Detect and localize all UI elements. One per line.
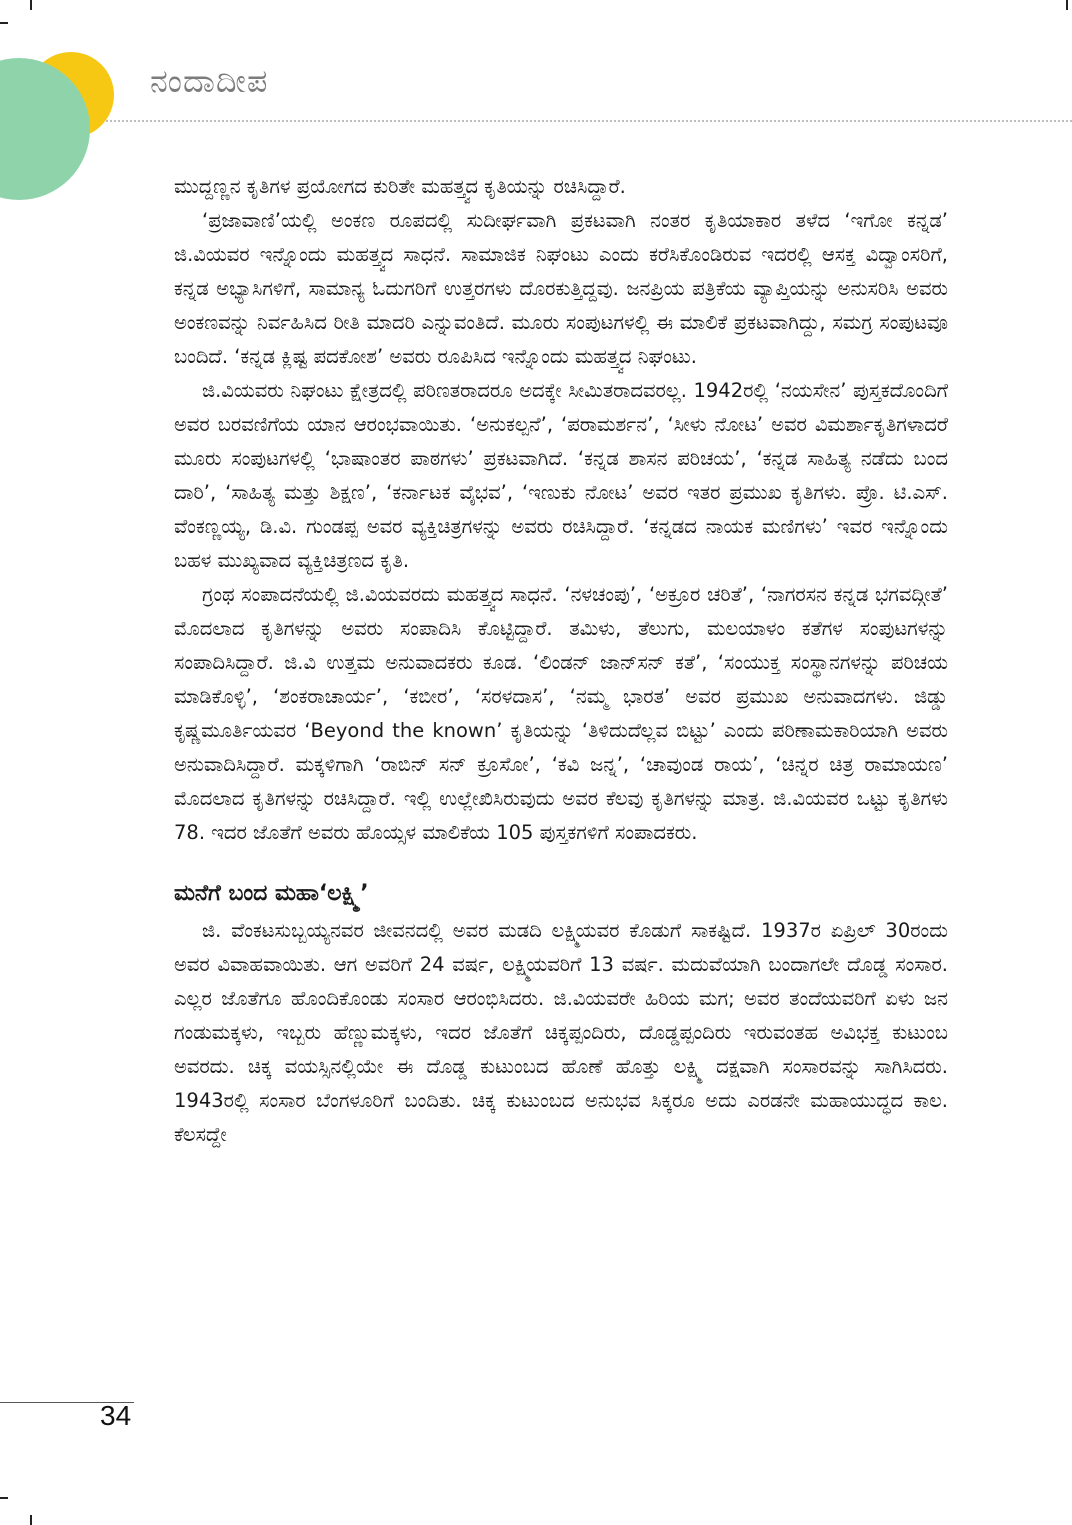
page-number: 34 (100, 1400, 132, 1431)
crop-mark-bottom-left (30, 1515, 32, 1525)
paragraph: ಜಿ.ವಿಯವರು ನಿಘಂಟು ಕ್ಷೇತ್ರದಲ್ಲಿ ಪರಿಣತರಾದರೂ ಅದಕ್ಕೇ ಸೀಮಿತರಾದವರಲ್ಲ. 1942ರಲ್ಲಿ ‘ನಯಸೇನ’ ಪುಸ್ತಕದೊಂದಿಗೆ ಅವರ ಬರವಣಿಗೆಯ ಯಾನ ಆರಂಭವಾಯಿತು. ‘ಅನುಕಲ್ಪನೆ’, ‘ಪರಾಮರ್ಶನ’, ‘ಸೀಳು ನೋಟ’ ಅವರ ವಿಮರ್ಶಾಕೃತಿಗಳಾದರೆ ಮೂರು ಸಂಪುಟಗಳಲ್ಲಿ ‘ಭಾಷಾಂತರ ಪಾಠಗಳು’ ಪ್ರಕಟವಾಗಿದೆ. ‘ಕನ್ನಡ ಶಾಸನ ಪರಿಚಯ’, ‘ಕನ್ನಡ ಸಾಹಿತ್ಯ ನಡೆದು ಬಂದ ದಾರಿ’, ‘ಸಾಹಿತ್ಯ ಮತ್ತು ಶಿಕ್ಷಣ’, ‘ಕರ್ನಾಟಕ ವೈಭವ’, ‘ಇಣುಕು ನೋಟ’ ಅವರ ಇತರ ಪ್ರಮುಖ ಕೃತಿಗಳು. ಪ್ರೊ. ಟಿ.ಎಸ್. ವೆಂಕಣ್ಣಯ್ಯ, ಡಿ.ವಿ. ಗುಂಡಪ್ಪ ಅವರ ವ್ಯಕ್ತಿಚಿತ್ರಗಳನ್ನು ಅವರು ರಚಿಸಿದ್ದಾರೆ. ‘ಕನ್ನಡದ ನಾಯಕ ಮಣಿಗಳು’ ಇವರ ಇನ್ನೊಂದು ಬಹಳ ಮುಖ್ಯವಾದ ವ್ಯಕ್ತಿಚಿತ್ರಣದ ಕೃತಿ. (174, 379, 948, 572)
section-heading: ಮನೆಗೆ ಬಂದ ಮಹಾ‘ಲಕ್ಷ್ಮಿ’ (174, 881, 369, 906)
paragraph: ಗ್ರಂಥ ಸಂಪಾದನೆಯಲ್ಲಿ ಜಿ.ವಿಯವರದು ಮಹತ್ತ್ವದ ಸಾಧನೆ. ‘ನಳಚಂಪು’, ‘ಅಕ್ರೂರ ಚರಿತೆ’, ‘ನಾಗರಸನ ಕನ್ನಡ ಭಗವದ್ಗೀತೆ’ ಮೊದಲಾದ ಕೃತಿಗಳನ್ನು ಅವರು ಸಂಪಾದಿಸಿ ಕೊಟ್ಟಿದ್ದಾರೆ. ತಮಿಳು, ತೆಲುಗು, ಮಲಯಾಳಂ ಕತೆಗಳ ಸಂಪುಟಗಳನ್ನು ಸಂಪಾದಿಸಿದ್ದಾರೆ. ಜಿ.ವಿ ಉತ್ತಮ ಅನುವಾದಕರು ಕೂಡ. ‘ಲಿಂಡನ್ ಜಾನ್‌ಸನ್ ಕತೆ’, ‘ಸಂಯುಕ್ತ ಸಂಸ್ಥಾನಗಳನ್ನು ಪರಿಚಯ ಮಾಡಿಕೊಳ್ಳಿ’, ‘ಶಂಕರಾಚಾರ್ಯ’, ‘ಕಬೀರ’, ‘ಸರಳದಾಸ’, ‘ನಮ್ಮ ಭಾರತ’ ಅವರ ಪ್ರಮುಖ ಅನುವಾದಗಳು. ಜಿಡ್ಡು ಕೃಷ್ಣಮೂರ್ತಿಯವರ ‘Beyond the known’ ಕೃತಿಯನ್ನು ‘ತಿಳಿದುದೆಲ್ಲವ ಬಿಟ್ಟು’ ಎಂದು ಪರಿಣಾಮಕಾರಿಯಾಗಿ ಅವರು ಅನುವಾದಿಸಿದ್ದಾರೆ. ಮಕ್ಕಳಿಗಾಗಿ ‘ರಾಬಿನ್ ಸನ್ ಕ್ರೂಸೋ’, ‘ಕವಿ ಜನ್ನ’, ‘ಚಾವುಂಡ ರಾಯ’, ‘ಚಿನ್ನರ ಚಿತ್ರ ರಾಮಾಯಣ’ ಮೊದಲಾದ ಕೃತಿಗಳನ್ನು ರಚಿಸಿದ್ದಾರೆ. ಇಲ್ಲಿ ಉಲ್ಲೇಖಿಸಿರುವುದು ಅವರ ಕೆಲವು ಕೃತಿಗಳನ್ನು ಮಾತ್ರ. ಜಿ.ವಿಯವರ ಒಟ್ಟು ಕೃತಿಗಳು 78. ಇದರ ಜೊತೆಗೆ ಅವರು ಹೊಯ್ಸಳ ಮಾಲಿಕೆಯ 105 ಪುಸ್ತಕಗಳಿಗೆ ಸಂಪಾದಕರು. (174, 583, 948, 844)
header-dotted-rule (106, 120, 1072, 122)
crop-mark-left-lower (0, 1497, 8, 1499)
paragraph: ಮುದ್ದಣ್ಣನ ಕೃತಿಗಳ ಪ್ರಯೋಗದ ಕುರಿತೇ ಮಹತ್ತ್ವದ ಕೃತಿಯನ್ನು ರಚಿಸಿದ್ದಾರೆ. (174, 175, 626, 198)
paragraph: ‘ಪ್ರಜಾವಾಣಿ’ಯಲ್ಲಿ ಅಂಕಣ ರೂಪದಲ್ಲಿ ಸುದೀರ್ಘವಾಗಿ ಪ್ರಕಟವಾಗಿ ನಂತರ ಕೃತಿಯಾಕಾರ ತಳೆದ ‘ಇಗೋ ಕನ್ನಡ’ ಜಿ.ವಿಯವರ ಇನ್ನೊಂದು ಮಹತ್ತ್ವದ ಸಾಧನೆ. ಸಾಮಾಜಿಕ ನಿಘಂಟು ಎಂದು ಕರೆಸಿಕೊಂಡಿರುವ ಇದರಲ್ಲಿ ಆಸಕ್ತ ವಿದ್ವಾಂಸರಿಗೆ, ಕನ್ನಡ ಅಭ್ಯಾಸಿಗಳಿಗೆ, ಸಾಮಾನ್ಯ ಓದುಗರಿಗೆ ಉತ್ತರಗಳು ದೊರಕುತ್ತಿದ್ದವು. ಜನಪ್ರಿಯ ಪತ್ರಿಕೆಯ ವ್ಯಾಪ್ತಿಯನ್ನು ಅನುಸರಿಸಿ ಅವರು ಅಂಕಣವನ್ನು ನಿರ್ವಹಿಸಿದ ರೀತಿ ಮಾದರಿ ಎನ್ನುವಂತಿದೆ. ಮೂರು ಸಂಪುಟಗಳಲ್ಲಿ ಈ ಮಾಲಿಕೆ ಪ್ರಕಟವಾಗಿದ್ದು, ಸಮಗ್ರ ಸಂಪುಟವೂ ಬಂದಿದೆ. ‘ಕನ್ನಡ ಕ್ಲಿಷ್ಟ ಪದಕೋಶ’ ಅವರು ರೂಪಿಸಿದ ಇನ್ನೊಂದು ಮಹತ್ತ್ವದ ನಿಘಂಟು. (174, 209, 948, 368)
paragraph: ಜಿ. ವೆಂಕಟಸುಬ್ಬಯ್ಯನವರ ಜೀವನದಲ್ಲಿ ಅವರ ಮಡದಿ ಲಕ್ಷ್ಮಿಯವರ ಕೊಡುಗೆ ಸಾಕಷ್ಟಿದೆ. 1937ರ ಏಪ್ರಿಲ್ 30ರಂದು ಅವರ ವಿವಾಹವಾಯಿತು. ಆಗ ಅವರಿಗೆ 24 ವರ್ಷ, ಲಕ್ಷ್ಮಿಯವರಿಗೆ 13 ವರ್ಷ. ಮದುವೆಯಾಗಿ ಬಂದಾಗಲೇ ದೊಡ್ಡ ಸಂಸಾರ. ಎಲ್ಲರ ಜೊತೆಗೂ ಹೊಂದಿಕೊಂಡು ಸಂಸಾರ ಆರಂಭಿಸಿದರು. ಜಿ.ವಿಯವರೇ ಹಿರಿಯ ಮಗ; ಅವರ ತಂದೆಯವರಿಗೆ ಏಳು ಜನ ಗಂಡುಮಕ್ಕಳು, ಇಬ್ಬರು ಹೆಣ್ಣುಮಕ್ಕಳು, ಇದರ ಜೊತೆಗೆ ಚಿಕ್ಕಪ್ಪಂದಿರು, ದೊಡ್ಡಪ್ಪಂದಿರು ಇರುವಂತಹ ಅವಿಭಕ್ತ ಕುಟುಂಬ ಅವರದು. ಚಿಕ್ಕ ವಯಸ್ಸಿನಲ್ಲಿಯೇ ಈ ದೊಡ್ಡ ಕುಟುಂಬದ ಹೊಣೆ ಹೊತ್ತು ಲಕ್ಷ್ಮಿ ದಕ್ಷವಾಗಿ ಸಂಸಾರವನ್ನು ಸಾಗಿಸಿದರು. 1943ರಲ್ಲಿ ಸಂಸಾರ ಬೆಂಗಳೂರಿಗೆ ಬಂದಿತು. ಚಿಕ್ಕ ಕುಟುಂಬದ ಅನುಭವ ಸಿಕ್ಕರೂ ಅದು ಎರಡನೇ ಮಹಾಯುದ್ಧದ ಕಾಲ. ಕೆಲಸದ್ದೇ (174, 919, 948, 1146)
crop-mark-top-left (30, 0, 32, 10)
page-content (174, 170, 948, 1152)
crop-mark-top-right (1066, 0, 1068, 10)
book-title: ನಂದಾದೀಪ (150, 62, 269, 100)
crop-mark-left-upper (0, 22, 8, 24)
